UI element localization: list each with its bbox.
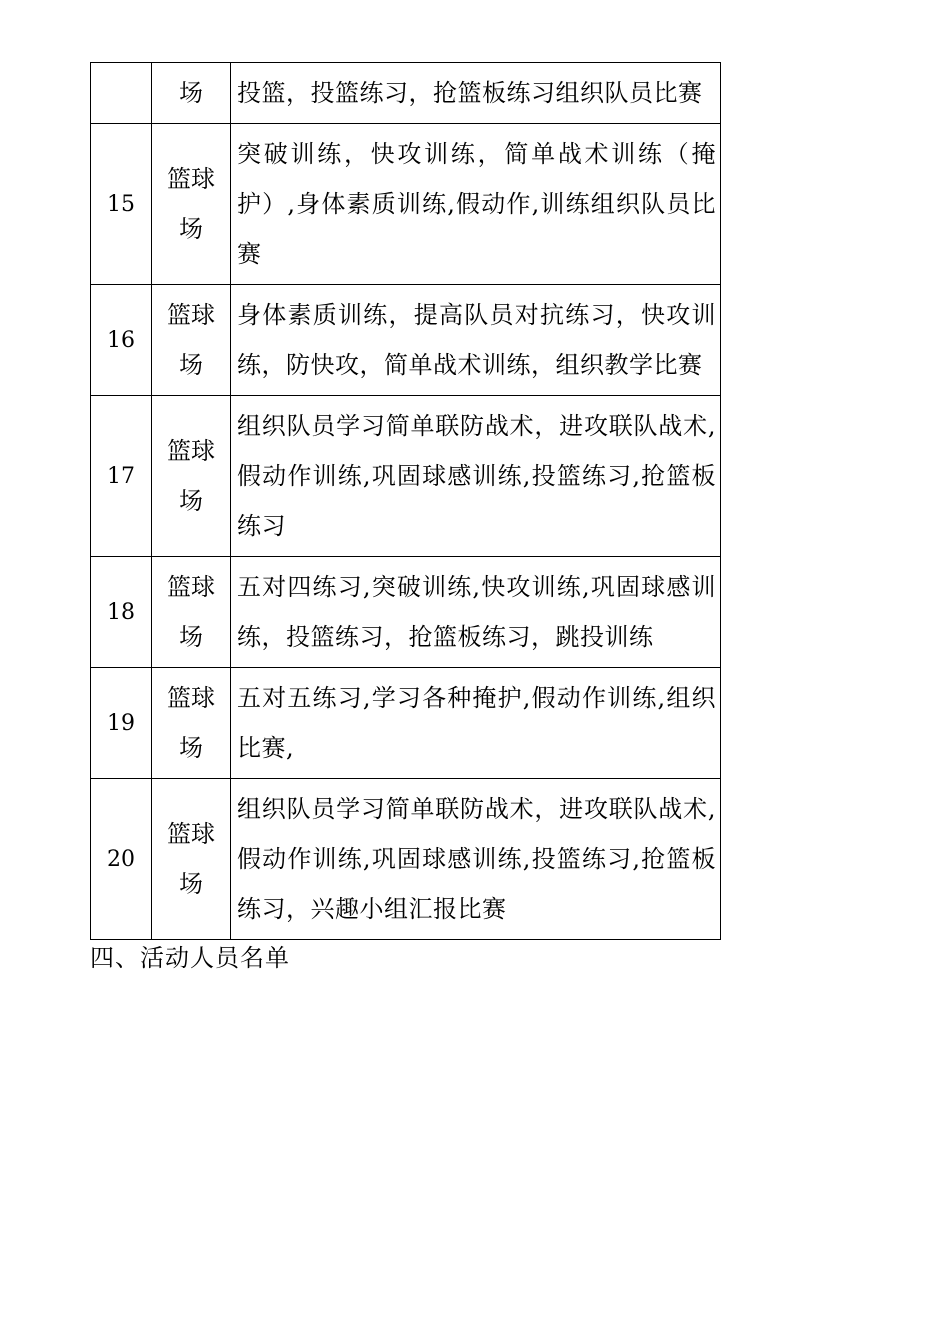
training-content: 五对五练习,学习各种掩护,假动作训练,组织比赛, bbox=[231, 668, 721, 779]
training-content: 投篮，投篮练习，抢篮板练习组织队员比赛 bbox=[231, 63, 721, 124]
training-schedule-table bbox=[90, 62, 721, 940]
week-number bbox=[91, 63, 152, 124]
venue: 篮球场 bbox=[152, 779, 231, 940]
venue: 篮球场 bbox=[152, 124, 231, 285]
table-row bbox=[91, 668, 721, 779]
week-number: 18 bbox=[91, 557, 152, 668]
week-number: 15 bbox=[91, 124, 152, 285]
training-content: 五对四练习,突破训练,快攻训练,巩固球感训练，投篮练习，抢篮板练习，跳投训练 bbox=[231, 557, 721, 668]
week-number: 19 bbox=[91, 668, 152, 779]
table-row bbox=[91, 557, 721, 668]
week-number: 17 bbox=[91, 396, 152, 557]
table-row bbox=[91, 124, 721, 285]
section-heading: 四、活动人员名单 bbox=[90, 944, 290, 972]
table-row bbox=[91, 63, 721, 124]
venue: 篮球场 bbox=[152, 285, 231, 396]
training-content: 突破训练，快攻训练，简单战术训练（掩护）,身体素质训练,假动作,训练组织队员比赛 bbox=[231, 124, 721, 285]
table-row bbox=[91, 396, 721, 557]
venue: 篮球场 bbox=[152, 557, 231, 668]
table-row bbox=[91, 285, 721, 396]
venue: 场 bbox=[152, 63, 231, 124]
training-content: 身体素质训练，提高队员对抗练习，快攻训练，防快攻，简单战术训练，组织教学比赛 bbox=[231, 285, 721, 396]
training-content: 组织队员学习简单联防战术，进攻联队战术,假动作训练,巩固球感训练,投篮练习,抢篮板练习 bbox=[231, 396, 721, 557]
venue: 篮球场 bbox=[152, 668, 231, 779]
training-content: 组织队员学习简单联防战术，进攻联队战术,假动作训练,巩固球感训练,投篮练习,抢篮板练习，兴趣小组汇报比赛 bbox=[231, 779, 721, 940]
venue: 篮球场 bbox=[152, 396, 231, 557]
week-number: 16 bbox=[91, 285, 152, 396]
table-row bbox=[91, 779, 721, 940]
week-number: 20 bbox=[91, 779, 152, 940]
